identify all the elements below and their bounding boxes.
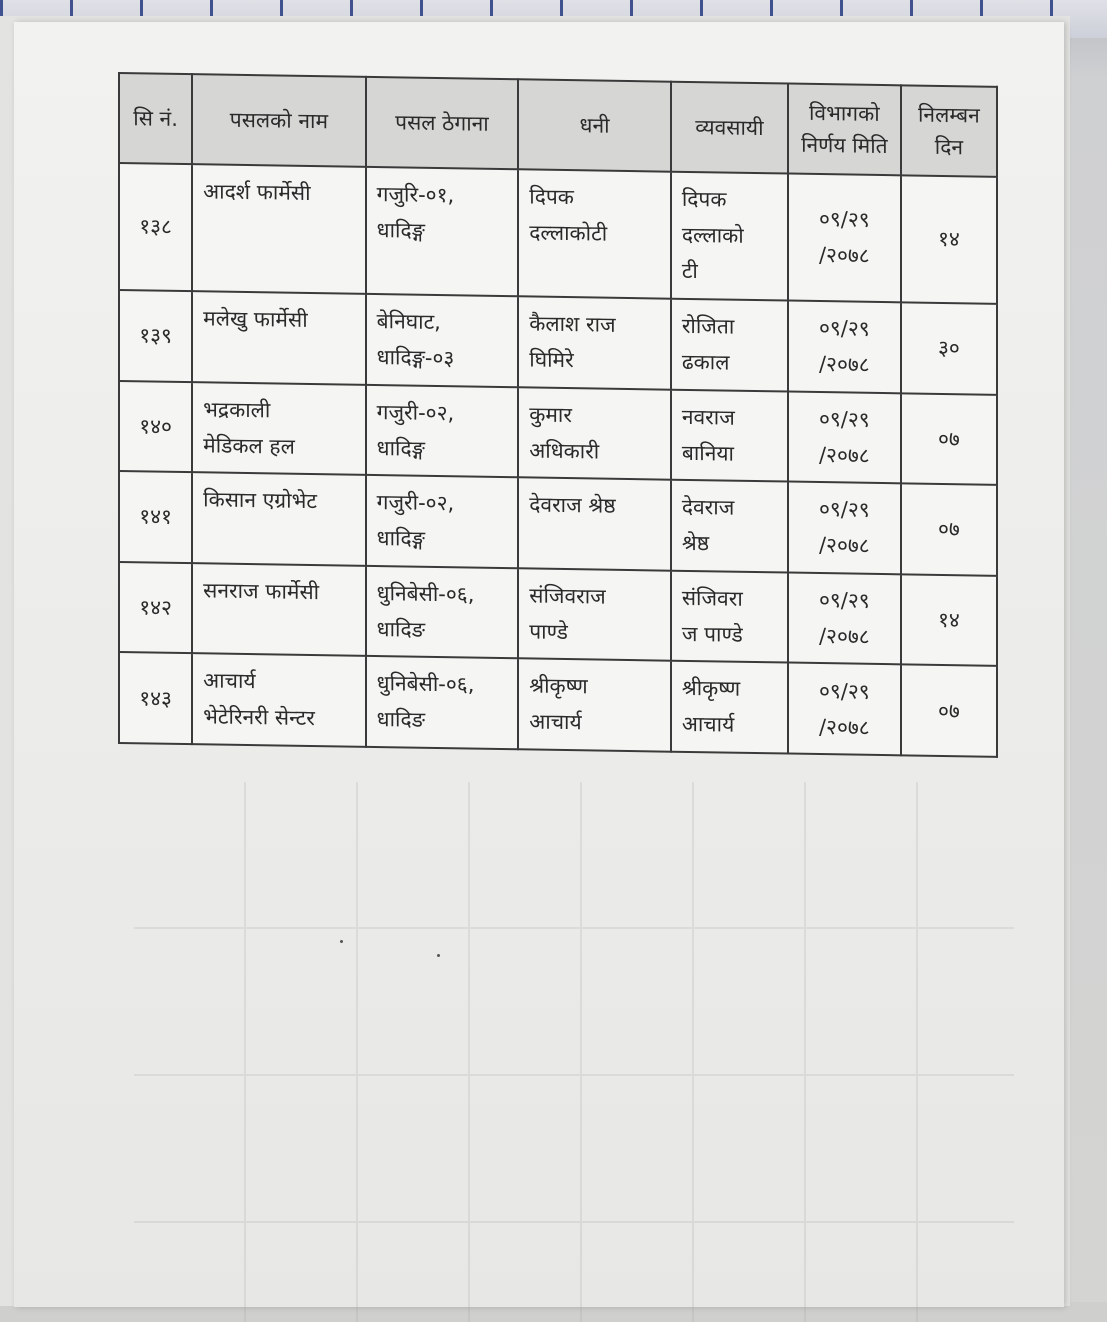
- header-shop-name: पसलको नाम: [192, 74, 366, 167]
- cell-owner: [518, 568, 671, 661]
- cell-shop-address-line: धादिङ्ग: [376, 435, 425, 461]
- table-header-row: [119, 73, 997, 177]
- cell-suspension-days: १४: [901, 574, 997, 666]
- cell-shop-name: [192, 382, 366, 475]
- header-suspension-days: [901, 85, 997, 177]
- ink-speck: [437, 954, 440, 957]
- cell-suspension-days: ३०: [901, 302, 997, 394]
- cell-shop-address-line: गजुरी-०२,: [376, 399, 455, 425]
- cell-shop-address-line: धादिङ: [376, 616, 425, 642]
- cell-owner: [518, 659, 671, 752]
- cell-operator-line: संजिवरा: [681, 585, 743, 611]
- cell-shop-address: [366, 384, 519, 477]
- cell-operator-line: देवराज: [681, 494, 735, 520]
- cell-owner-line: आचार्य: [529, 709, 582, 735]
- table-row: [119, 562, 997, 666]
- cell-shop-address-line: धादिङ्ग-०३: [376, 344, 455, 371]
- cell-shop-address-line: गजुरि-०१,: [376, 182, 455, 208]
- cell-owner-line: देवराज श्रेष्ठ: [529, 492, 616, 518]
- cell-operator: [671, 172, 788, 301]
- cell-owner-line: दल्लाकोटी: [529, 220, 608, 246]
- cell-decision-date: [788, 391, 901, 483]
- cell-shop-address-line: धुनिबेसी-०६,: [376, 580, 475, 607]
- cell-decision-date-line: /२०७८: [818, 352, 870, 377]
- cell-decision-date: [788, 300, 901, 392]
- header-shop-address: पसल ठेगाना: [366, 77, 519, 169]
- cell-shop-name-line: भेटेरिनरी सेन्टर: [203, 704, 315, 731]
- header-owner: धनी: [518, 79, 671, 171]
- cell-operator: [671, 389, 788, 481]
- cell-shop-address: [366, 566, 519, 659]
- cell-suspension-days: ०७: [901, 393, 997, 485]
- cell-shop-name-line: भद्रकाली: [203, 396, 271, 422]
- cell-serial-number: १४१: [119, 471, 192, 563]
- table-row: [119, 652, 997, 756]
- cell-shop-address-line: गजुरी-०२,: [376, 490, 455, 516]
- cell-shop-address-line: धादिङ्ग: [376, 218, 425, 243]
- bleed-through-table: [134, 782, 1014, 1322]
- header-suspension-days-line: दिन: [934, 134, 964, 160]
- cell-operator-line: रोजिता: [681, 313, 735, 339]
- cell-serial-number: १३८: [119, 163, 192, 291]
- cell-decision-date-line: ०९/२९: [818, 406, 870, 432]
- cell-serial-number: १४०: [119, 381, 192, 473]
- cell-shop-name: [192, 563, 366, 656]
- cell-shop-address: [366, 167, 519, 296]
- cell-operator: [671, 299, 788, 391]
- cell-shop-address-line: धुनिबेसी-०६,: [376, 671, 475, 697]
- cell-decision-date-line: /२०७८: [818, 442, 870, 468]
- cell-owner-line: घिमिरे: [529, 347, 574, 373]
- cell-decision-date: [788, 482, 901, 574]
- cell-owner: [518, 477, 671, 570]
- cell-shop-name: [192, 164, 366, 294]
- cell-operator-line: दल्लाको: [681, 222, 744, 248]
- cell-owner-line: कैलाश राज: [529, 311, 616, 337]
- cell-shop-name: [192, 654, 366, 747]
- cell-shop-name: [192, 291, 366, 384]
- cell-decision-date-line: ०९/२९: [818, 588, 870, 613]
- table-body: [119, 163, 997, 757]
- cell-owner: [518, 387, 671, 480]
- cell-shop-address-line: धादिङ: [376, 707, 425, 733]
- header-operator: व्यवसायी: [671, 82, 788, 174]
- suspension-table-wrapper: [118, 72, 1008, 762]
- cell-shop-name-line: सनराज फार्मेसी: [203, 578, 320, 604]
- cell-decision-date: [788, 663, 901, 755]
- cell-owner-line: श्रीकृष्ण: [529, 673, 588, 699]
- cell-owner: [518, 169, 671, 298]
- cell-serial-number: १३९: [119, 290, 192, 382]
- header-decision-date-line: विभागको: [808, 100, 880, 126]
- cell-decision-date-line: /२०७८: [818, 243, 870, 269]
- cell-operator: [671, 480, 788, 572]
- header-serial-number: सि नं.: [119, 73, 192, 164]
- cell-suspension-days: ०७: [901, 665, 997, 757]
- cell-operator: [671, 661, 788, 753]
- cell-operator-line: दिपक: [681, 186, 727, 212]
- cell-suspension-days: ०७: [901, 483, 997, 575]
- cell-suspension-days: १४: [901, 175, 997, 303]
- cell-shop-name-line: मेडिकल हल: [203, 432, 295, 459]
- cell-decision-date-line: ०९/२९: [818, 316, 870, 341]
- cell-shop-address: [366, 656, 519, 749]
- cell-shop-name-line: आचार्य: [203, 668, 256, 694]
- cell-decision-date-line: /२०७८: [818, 533, 870, 559]
- cell-owner-line: दिपक: [529, 184, 574, 210]
- cell-owner: [518, 296, 671, 389]
- cell-shop-name-line: मलेखु फार्मेसी: [203, 306, 308, 332]
- cell-owner-line: संजिवराज: [529, 583, 606, 609]
- cell-decision-date-line: /२०७८: [818, 624, 870, 649]
- cell-operator: [671, 570, 788, 662]
- table-row: [119, 381, 997, 485]
- table-row: [119, 471, 997, 575]
- cell-operator-line: नवराज: [681, 404, 735, 430]
- cell-shop-address: [366, 294, 519, 387]
- cell-decision-date: [788, 174, 901, 303]
- cell-decision-date-line: /२०७८: [818, 714, 870, 740]
- cell-decision-date-line: ०९/२९: [818, 207, 870, 233]
- cell-serial-number: १४३: [119, 652, 192, 744]
- pharmacy-suspension-table: [118, 72, 998, 758]
- cell-shop-address-line: धादिङ्ग: [376, 526, 425, 551]
- cell-shop-name-line: आदर्श फार्मेसी: [203, 179, 311, 206]
- cell-owner-line: पाण्डे: [529, 619, 568, 644]
- header-decision-date-line: निर्णय मिति: [801, 132, 888, 159]
- cell-shop-name: [192, 472, 366, 565]
- header-suspension-days-line: निलम्बन: [917, 102, 980, 128]
- header-decision-date: [788, 84, 901, 176]
- cell-decision-date-line: ०९/२९: [818, 497, 870, 523]
- cell-shop-address: [366, 475, 519, 568]
- cell-operator-line: ज पाण्डे: [681, 621, 743, 647]
- cell-decision-date-line: ०९/२९: [818, 678, 870, 704]
- cell-shop-name-line: किसान एग्रोभेट: [203, 487, 317, 514]
- table-row: [119, 163, 997, 304]
- table-row: [119, 290, 997, 394]
- cell-decision-date: [788, 572, 901, 664]
- cell-serial-number: १४२: [119, 562, 192, 654]
- cell-operator-line: श्रीकृष्ण: [681, 676, 741, 702]
- cell-operator-line: टी: [681, 258, 698, 284]
- cell-operator-line: ढकाल: [681, 349, 730, 375]
- cell-owner-line: अधिकारी: [529, 437, 600, 464]
- ink-speck: [340, 940, 343, 943]
- cell-shop-address-line: बेनिघाट,: [376, 308, 441, 334]
- cell-operator-line: बानिया: [681, 440, 734, 466]
- cell-owner-line: कुमार: [529, 401, 572, 427]
- cell-operator-line: श्रेष्ठ: [681, 530, 710, 556]
- cell-operator-line: आचार्य: [681, 712, 735, 738]
